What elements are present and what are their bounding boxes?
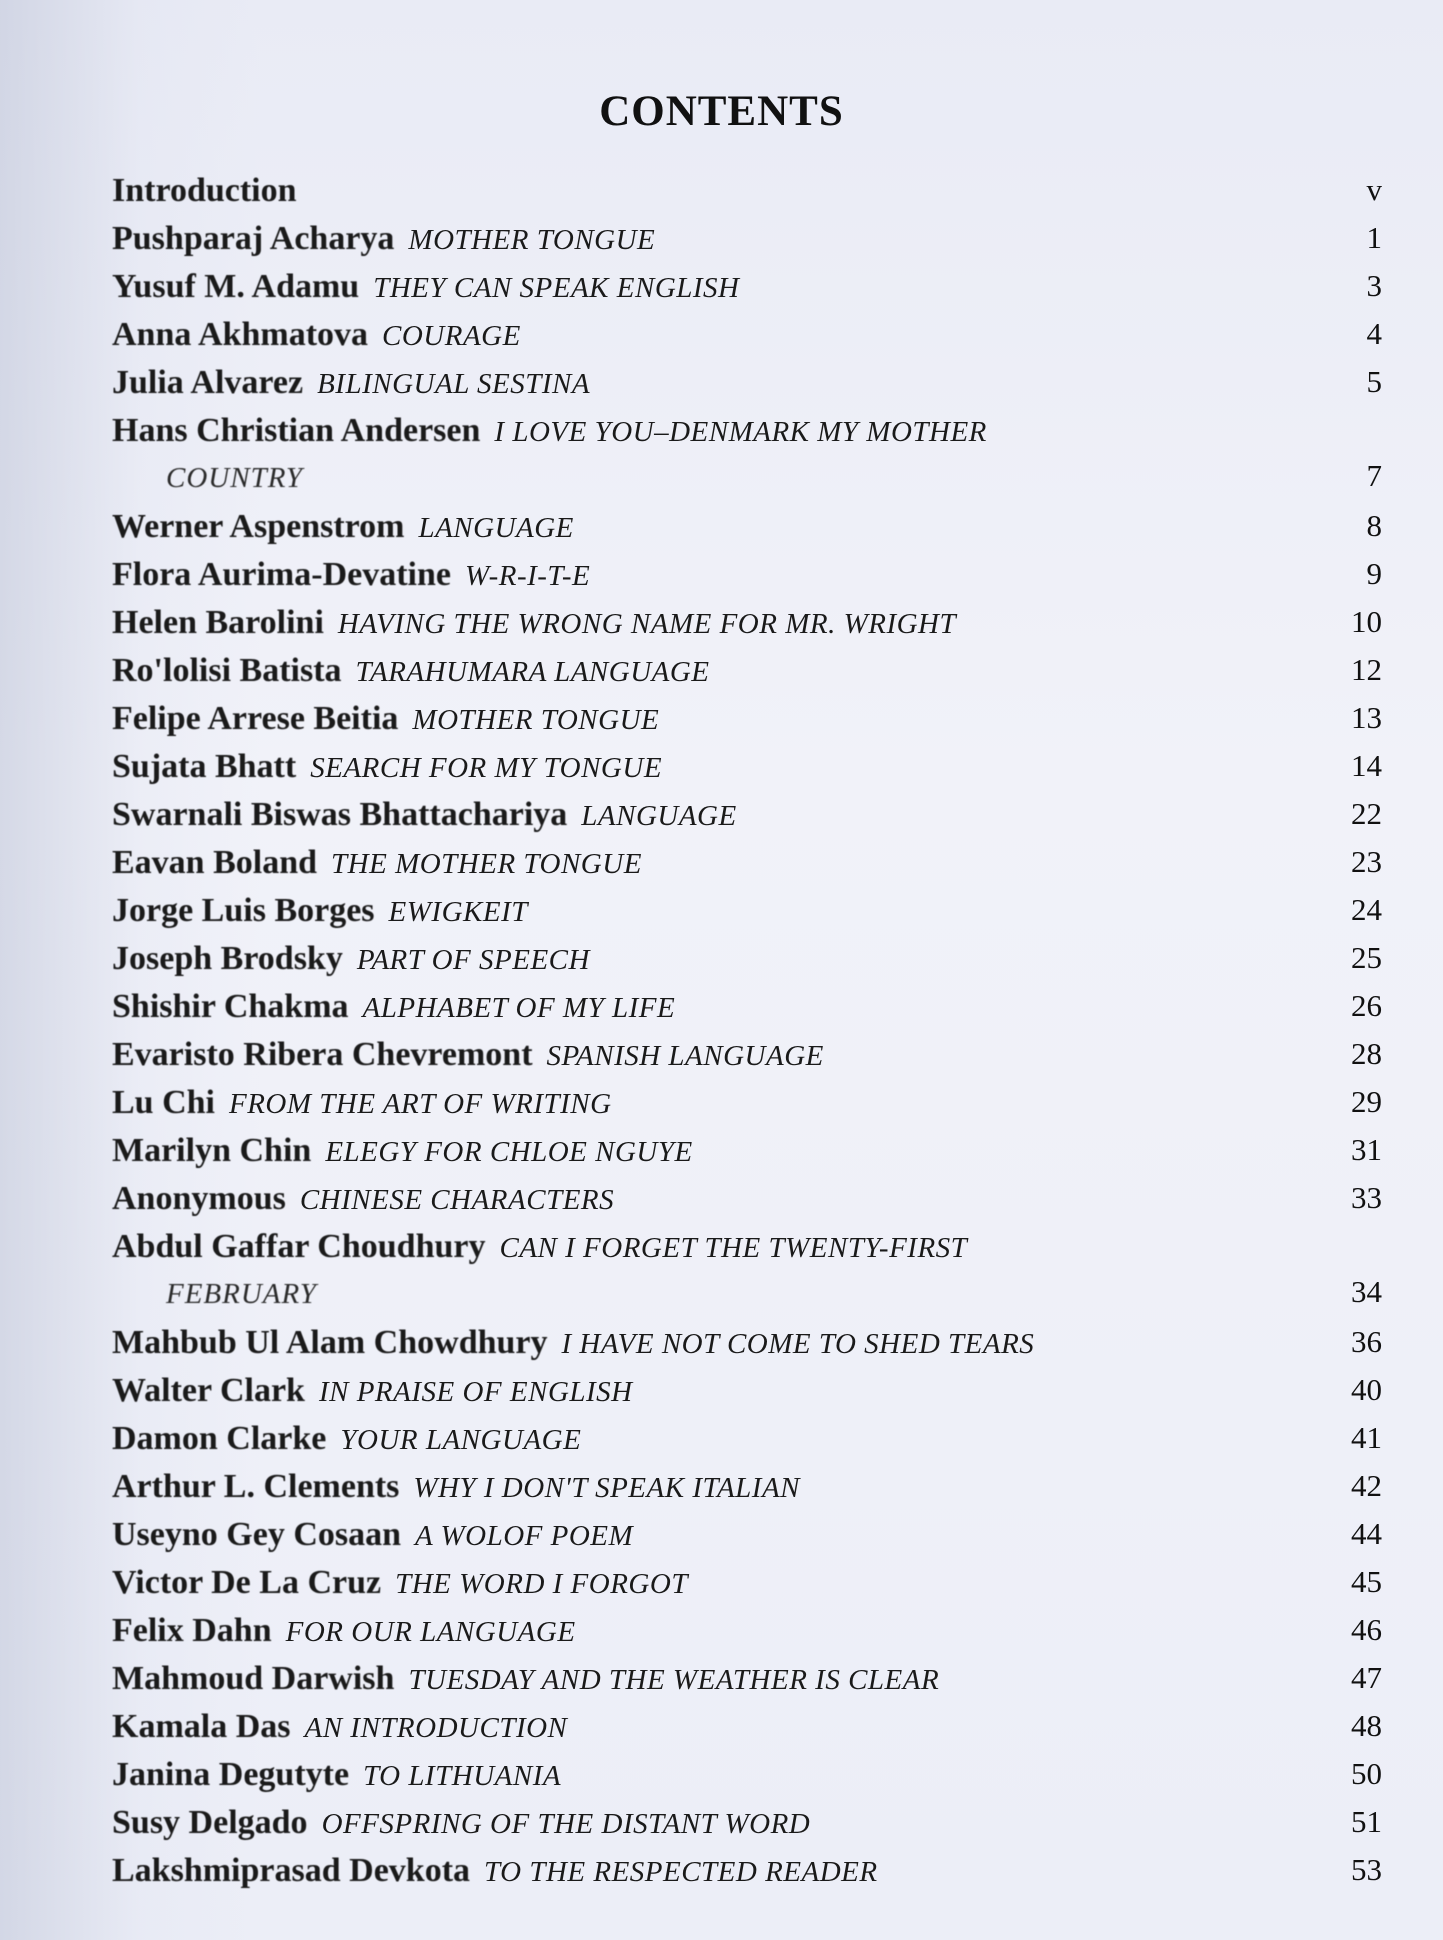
toc-entry xyxy=(112,1612,1382,1660)
toc-work-title: LANGUAGE xyxy=(418,512,574,544)
toc-entry-line xyxy=(112,1372,633,1410)
toc-entry-line xyxy=(112,1084,612,1122)
toc-work-title: AN INTRODUCTION xyxy=(304,1712,568,1744)
toc-page-number: 48 xyxy=(1351,1708,1382,1743)
page-title: CONTENTS xyxy=(599,87,844,135)
toc-work-title-continued: COUNTRY xyxy=(166,462,304,494)
toc-entry-line xyxy=(112,1324,1034,1362)
toc-entry xyxy=(112,220,1382,268)
toc-author: Eavan Boland xyxy=(112,844,318,881)
toc-page-number: 31 xyxy=(1351,1132,1382,1167)
toc-entry xyxy=(112,796,1382,844)
toc-entry xyxy=(112,1852,1382,1900)
toc-entry xyxy=(112,316,1382,364)
toc-entry-line xyxy=(112,1132,693,1170)
toc-work-title: EWIGKEIT xyxy=(388,896,528,928)
toc-entry xyxy=(112,172,1382,220)
toc-work-title: IN PRAISE OF ENGLISH xyxy=(318,1376,633,1408)
toc-entry-line xyxy=(112,1852,878,1890)
toc-entry xyxy=(112,1756,1382,1804)
toc-page-number: 5 xyxy=(1366,364,1382,399)
toc-author: Introduction xyxy=(112,172,297,209)
toc-author: Marilyn Chin xyxy=(112,1132,312,1169)
toc-author: Ro'lolisi Batista xyxy=(112,652,342,689)
toc-entry-line xyxy=(112,556,590,594)
toc-work-title: I LOVE YOU–DENMARK MY MOTHER xyxy=(494,416,987,448)
toc-entry-line xyxy=(112,172,297,210)
toc-entry-line xyxy=(112,316,521,354)
toc-author: Walter Clark xyxy=(112,1372,305,1409)
toc-work-title: THE MOTHER TONGUE xyxy=(331,848,642,880)
toc-author: Hans Christian Andersen xyxy=(112,412,481,449)
toc-author: Useyno Gey Cosaan xyxy=(112,1516,402,1553)
toc-entry-line xyxy=(112,1756,561,1794)
toc-page-number: v xyxy=(1366,172,1382,207)
toc-entry-line xyxy=(112,1036,824,1074)
toc-entry-line xyxy=(112,652,710,690)
toc-author: Lu Chi xyxy=(112,1084,215,1121)
toc-author: Damon Clarke xyxy=(112,1420,327,1457)
toc-page-number: 3 xyxy=(1366,268,1382,303)
toc-entry xyxy=(112,988,1382,1036)
toc-work-title-continued: FEBRUARY xyxy=(166,1278,317,1310)
toc-page-number: 33 xyxy=(1351,1180,1382,1215)
toc-entry xyxy=(112,364,1382,412)
toc-author: Yusuf M. Adamu xyxy=(112,268,360,305)
table-of-contents xyxy=(112,172,1382,1900)
toc-entry-line xyxy=(112,364,590,402)
toc-entry xyxy=(112,1132,1382,1180)
toc-entry xyxy=(112,748,1382,796)
toc-entry-line xyxy=(112,1660,939,1698)
toc-entry xyxy=(112,1564,1382,1612)
toc-work-title: THE WORD I FORGOT xyxy=(395,1568,688,1600)
toc-page-number: 13 xyxy=(1351,700,1382,735)
toc-work-title: CHINESE CHARACTERS xyxy=(299,1184,615,1216)
toc-page-number: 44 xyxy=(1351,1516,1382,1551)
toc-entry xyxy=(112,508,1382,556)
toc-page-number: 26 xyxy=(1351,988,1382,1023)
toc-entry xyxy=(112,652,1382,700)
toc-author: Shishir Chakma xyxy=(112,988,349,1025)
toc-entry xyxy=(112,1180,1382,1228)
toc-page-number: 10 xyxy=(1351,604,1382,639)
toc-entry-line xyxy=(112,1228,967,1266)
toc-entry-line xyxy=(112,844,642,882)
toc-page-number: 22 xyxy=(1351,796,1382,831)
toc-entry xyxy=(112,604,1382,652)
toc-entry-line xyxy=(112,412,987,450)
toc-entry xyxy=(112,1804,1382,1852)
toc-page-number: 40 xyxy=(1351,1372,1382,1407)
toc-author: Mahbub Ul Alam Chowdhury xyxy=(112,1324,548,1361)
toc-author: Susy Delgado xyxy=(112,1804,308,1841)
toc-page-number: 25 xyxy=(1351,940,1382,975)
toc-work-title: HAVING THE WRONG NAME FOR MR. WRIGHT xyxy=(337,608,957,640)
toc-work-title: FROM THE ART OF WRITING xyxy=(229,1088,612,1120)
toc-page-number: 7 xyxy=(1366,458,1382,493)
toc-author: Felipe Arrese Beitia xyxy=(112,700,399,737)
toc-entry xyxy=(112,1372,1382,1420)
toc-page-number: 9 xyxy=(1366,556,1382,591)
toc-author: Abdul Gaffar Choudhury xyxy=(112,1228,486,1265)
toc-work-title: TO THE RESPECTED READER xyxy=(484,1856,878,1888)
toc-work-title: I HAVE NOT COME TO SHED TEARS xyxy=(561,1328,1035,1360)
toc-work-title: MOTHER TONGUE xyxy=(412,704,660,736)
toc-entry xyxy=(112,1420,1382,1468)
toc-entry-line xyxy=(112,748,662,786)
toc-work-title: WHY I DON'T SPEAK ITALIAN xyxy=(413,1472,801,1504)
toc-work-title: SEARCH FOR MY TONGUE xyxy=(310,752,663,784)
toc-entry-line xyxy=(112,1564,688,1602)
toc-work-title: TARAHUMARA LANGUAGE xyxy=(355,656,710,688)
toc-author: Felix Dahn xyxy=(112,1612,272,1649)
toc-work-title: THEY CAN SPEAK ENGLISH xyxy=(373,272,740,304)
toc-work-title: YOUR LANGUAGE xyxy=(340,1424,582,1456)
toc-page-number: 50 xyxy=(1351,1756,1382,1791)
toc-entry xyxy=(112,1228,1382,1324)
toc-entry xyxy=(112,1660,1382,1708)
toc-author: Anonymous xyxy=(112,1180,286,1217)
toc-work-title: SPANISH LANGUAGE xyxy=(546,1040,824,1072)
toc-page-number: 29 xyxy=(1351,1084,1382,1119)
toc-entry xyxy=(112,556,1382,604)
toc-author: Swarnali Biswas Bhattachariya xyxy=(112,796,568,833)
toc-page-number: 53 xyxy=(1351,1852,1382,1887)
toc-author: Victor De La Cruz xyxy=(112,1564,382,1601)
toc-author: Lakshmiprasad Devkota xyxy=(112,1852,471,1889)
toc-entry-line xyxy=(112,892,528,930)
toc-author: Werner Aspenstrom xyxy=(112,508,405,545)
toc-page-number: 47 xyxy=(1351,1660,1382,1695)
toc-entry-line xyxy=(112,1804,810,1842)
toc-work-title: ELEGY FOR CHLOE NGUYE xyxy=(325,1136,693,1168)
toc-page-number: 12 xyxy=(1351,652,1382,687)
toc-page-number: 1 xyxy=(1366,220,1382,255)
toc-author: Jorge Luis Borges xyxy=(112,892,375,929)
toc-entry-line xyxy=(112,796,737,834)
toc-work-title: MOTHER TONGUE xyxy=(408,224,656,256)
toc-entry-line xyxy=(112,700,659,738)
toc-work-title: A WOLOF POEM xyxy=(415,1520,634,1552)
toc-entry xyxy=(112,700,1382,748)
toc-author: Flora Aurima-Devatine xyxy=(112,556,451,593)
toc-entry xyxy=(112,940,1382,988)
toc-author: Janina Degutyte xyxy=(112,1756,350,1793)
toc-page-number: 4 xyxy=(1366,316,1382,351)
toc-entry xyxy=(112,1084,1382,1132)
toc-entry-line xyxy=(112,1420,581,1458)
toc-entry-line xyxy=(112,940,590,978)
toc-author: Sujata Bhatt xyxy=(112,748,297,785)
toc-entry xyxy=(112,1516,1382,1564)
toc-entry xyxy=(112,1468,1382,1516)
toc-author: Arthur L. Clements xyxy=(112,1468,400,1505)
toc-work-title: W-R-I-T-E xyxy=(465,560,591,592)
toc-page-number: 45 xyxy=(1351,1564,1382,1599)
toc-author: Pushparaj Acharya xyxy=(112,220,395,257)
toc-page-number: 46 xyxy=(1351,1612,1382,1647)
toc-page-number: 8 xyxy=(1366,508,1382,543)
toc-page-number: 42 xyxy=(1351,1468,1382,1503)
toc-author: Helen Barolini xyxy=(112,604,324,641)
toc-work-title: COURAGE xyxy=(382,320,521,352)
toc-page-number: 41 xyxy=(1351,1420,1382,1455)
toc-page-number: 28 xyxy=(1351,1036,1382,1071)
toc-entry xyxy=(112,1036,1382,1084)
toc-work-title: BILINGUAL SESTINA xyxy=(317,368,591,400)
toc-entry xyxy=(112,892,1382,940)
toc-author: Julia Alvarez xyxy=(112,364,304,401)
toc-author: Evaristo Ribera Chevremont xyxy=(112,1036,533,1073)
toc-entry xyxy=(112,1324,1382,1372)
toc-entry-line xyxy=(112,1612,576,1650)
toc-page-number: 51 xyxy=(1351,1804,1382,1839)
toc-author: Anna Akhmatova xyxy=(112,316,369,353)
toc-work-title: TUESDAY AND THE WEATHER IS CLEAR xyxy=(408,1664,940,1696)
toc-entry-line xyxy=(112,988,675,1026)
toc-author: Mahmoud Darwish xyxy=(112,1660,395,1697)
toc-entry-line xyxy=(112,1708,567,1746)
toc-entry xyxy=(112,844,1382,892)
toc-entry-line xyxy=(112,1180,614,1218)
toc-page-number: 14 xyxy=(1351,748,1382,783)
toc-entry-line xyxy=(112,268,740,306)
toc-author: Joseph Brodsky xyxy=(112,940,343,977)
toc-entry-line xyxy=(112,220,655,258)
toc-page-number: 24 xyxy=(1351,892,1382,927)
toc-entry-line xyxy=(112,1516,633,1554)
toc-work-title: FOR OUR LANGUAGE xyxy=(285,1616,576,1648)
toc-author: Kamala Das xyxy=(112,1708,291,1745)
toc-work-title: PART OF SPEECH xyxy=(356,944,590,976)
toc-work-title: CAN I FORGET THE TWENTY-FIRST xyxy=(499,1232,968,1264)
toc-entry xyxy=(112,412,1382,508)
toc-page-number: 36 xyxy=(1351,1324,1382,1359)
toc-entry xyxy=(112,1708,1382,1756)
toc-work-title: OFFSPRING OF THE DISTANT WORD xyxy=(321,1808,811,1840)
toc-entry-line xyxy=(112,508,574,546)
toc-work-title: TO LITHUANIA xyxy=(363,1760,562,1792)
toc-page-number: 34 xyxy=(1351,1274,1382,1309)
toc-entry xyxy=(112,268,1382,316)
toc-entry-line xyxy=(112,1468,800,1506)
toc-page-number: 23 xyxy=(1351,844,1382,879)
toc-work-title: LANGUAGE xyxy=(581,800,737,832)
toc-work-title: ALPHABET OF MY LIFE xyxy=(362,992,676,1024)
toc-entry-line xyxy=(112,604,956,642)
